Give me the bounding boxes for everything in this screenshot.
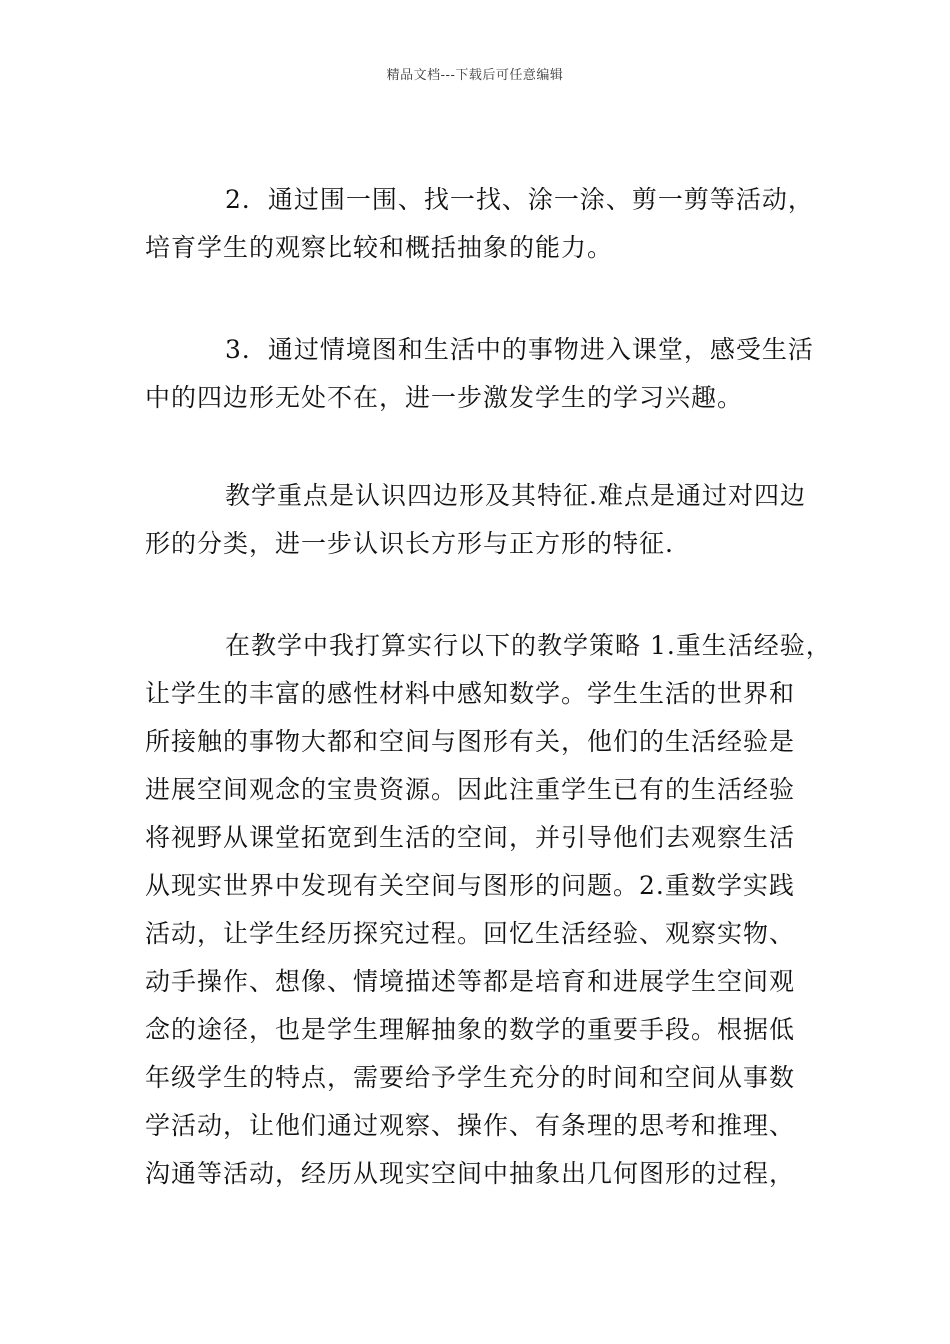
text-line: 沟通等活动，经历从现实空间中抽象出几何图形的过程，	[145, 1159, 796, 1188]
text-line: 3．通过情境图和生活中的事物进入课堂，感受生活	[225, 335, 814, 364]
text-line: 年级学生的特点，需要给予学生充分的时间和空间从事数	[145, 1063, 796, 1092]
text-line: 从现实世界中发现有关空间与图形的问题。2.重数学实践	[145, 871, 795, 900]
text-line: 活动，让学生经历探究过程。回忆生活经验、观察实物、	[145, 919, 796, 948]
text-line: 形的分类，进一步认识长方形与正方形的特征.	[145, 529, 674, 558]
paragraph-objective-2	[145, 176, 815, 272]
text-line: 2．通过围一围、找一找、涂一涂、剪一剪等活动，	[225, 185, 814, 214]
text-line: 进展空间观念的宝贵资源。因此注重学生已有的生活经验	[145, 775, 796, 804]
text-line: 所接触的事物大都和空间与图形有关，他们的生活经验是	[145, 727, 796, 756]
text-line: 学活动，让他们通过观察、操作、有条理的思考和推理、	[145, 1111, 796, 1140]
text-line: 教学重点是认识四边形及其特征.难点是通过对四边	[225, 481, 806, 510]
paragraph-key-points	[145, 472, 815, 568]
paragraph-objective-3	[145, 326, 815, 422]
text-line: 中的四边形无处不在，进一步激发学生的学习兴趣。	[145, 383, 744, 412]
text-line: 让学生的丰富的感性材料中感知数学。学生生活的世界和	[145, 679, 796, 708]
text-line: 将视野从课堂拓宽到生活的空间，并引导他们去观察生活	[145, 823, 796, 852]
paragraph-teaching-strategy	[145, 622, 832, 1198]
text-line: 在教学中我打算实行以下的教学策略 1.重生活经验，	[225, 631, 832, 660]
text-line: 动手操作、想像、情境描述等都是培育和进展学生空间观	[145, 967, 796, 996]
page-header: 精品文档---下载后可任意编辑	[386, 68, 564, 83]
text-line: 培育学生的观察比较和概括抽象的能力。	[145, 233, 614, 262]
text-line: 念的途径，也是学生理解抽象的数学的重要手段。根据低	[145, 1015, 796, 1044]
